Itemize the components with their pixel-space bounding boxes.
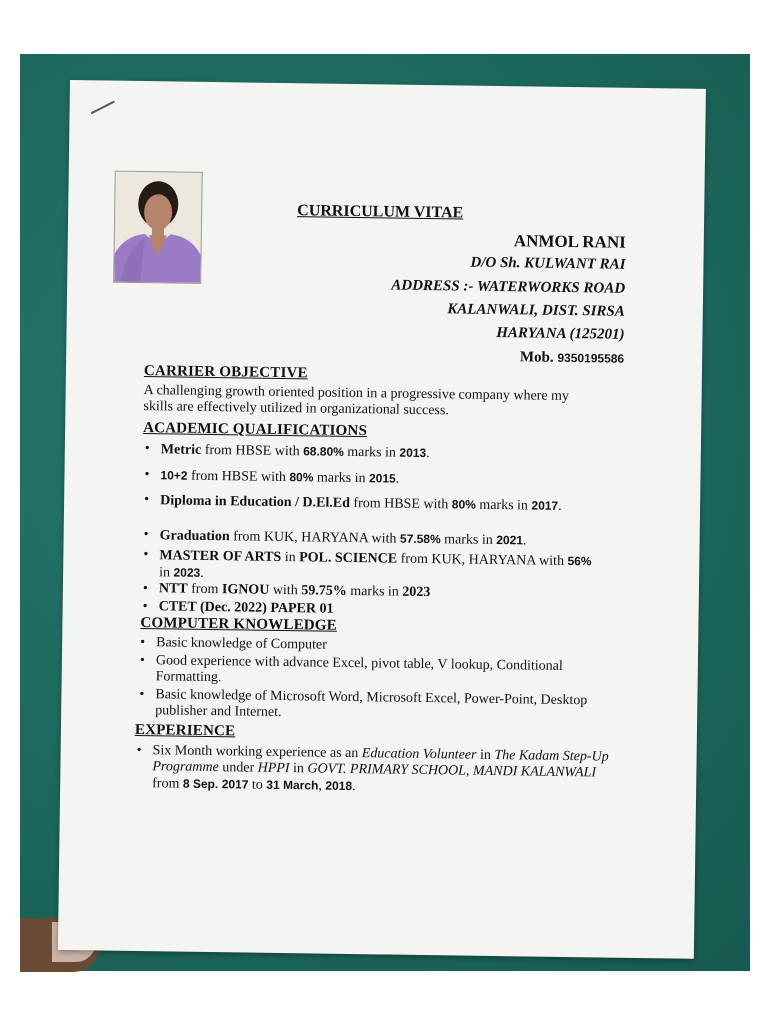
text: . — [522, 533, 527, 549]
to-date: 31 March — [266, 777, 319, 793]
year: 2023 — [402, 584, 431, 601]
course-name: Graduation — [159, 528, 230, 545]
address-line-2: KALANWALI, DIST. SIRSA — [447, 301, 625, 320]
experience-item — [134, 743, 625, 799]
text: , — [318, 778, 326, 794]
experience-list — [134, 743, 625, 799]
course-name: 10+2 — [160, 468, 188, 483]
experience-heading: EXPERIENCE — [134, 721, 236, 740]
text: from KUK, HARYANA with — [229, 529, 401, 547]
year: 2023 — [173, 565, 201, 580]
board-name: IGNOU — [221, 582, 270, 598]
score: 68.80% — [303, 444, 344, 459]
score: 56% — [567, 553, 592, 569]
score: 59.75% — [301, 583, 347, 599]
profile-photo — [113, 171, 203, 284]
score: 80% — [289, 470, 314, 485]
text: marks in — [346, 583, 403, 600]
objective-heading: CARRIER OBJECTIVE — [143, 363, 308, 382]
text: from KUK, HARYANA with — [397, 551, 568, 569]
text: . — [558, 498, 562, 514]
school-name: GOVT. PRIMARY SCHOOL, MANDI KALANWALI — [307, 761, 597, 781]
academic-list — [141, 441, 603, 623]
year: 2013 — [399, 445, 427, 461]
text: with — [269, 582, 302, 599]
resume-paper — [58, 80, 706, 959]
objective-line-1: A challenging growth oriented position in a progressive company where my — [143, 383, 570, 404]
pencil-mark — [91, 101, 115, 114]
role: Education Volunteer — [361, 746, 477, 763]
address-line-3: HARYANA (125201) — [496, 324, 625, 343]
course-name: NTT — [158, 581, 188, 597]
text: marks in — [440, 532, 497, 548]
text: from — [187, 581, 223, 598]
programme-name: The Kadam Step-Up Programme — [152, 747, 609, 776]
text: from HBSE with — [187, 468, 290, 486]
year: 2017 — [531, 498, 559, 513]
text: to — [248, 777, 267, 793]
subject-name: POL. SCIENCE — [299, 550, 398, 567]
computer-item: • Basic knowledge of Microsoft Word, Microsoft Excel, Power-Point, Desktop publisher and Internet. — [137, 687, 605, 726]
course-name: MASTER OF ARTS — [159, 548, 282, 565]
year: 2015 — [368, 471, 396, 486]
text: from HBSE with — [349, 495, 452, 513]
academic-heading: ACADEMIC QUALIFICATIONS — [143, 420, 368, 440]
applicant-name: ANMOL RANI — [513, 231, 626, 252]
course-name: Metric — [160, 442, 202, 458]
objective-text — [143, 383, 663, 422]
computer-list — [137, 635, 620, 726]
text: . — [200, 565, 204, 581]
text: in — [159, 565, 174, 581]
course-name: CTET (Dec. 2022) PAPER 01 — [158, 599, 334, 617]
text: . — [351, 779, 356, 795]
computer-item: • Good experience with advance Excel, pivot table, V lookup, Conditional Formatting. — [138, 653, 620, 692]
score: 57.58% — [399, 531, 441, 547]
mobile-line — [520, 349, 624, 367]
organization: HPPI — [257, 760, 290, 777]
portrait-image — [114, 172, 202, 283]
text: in — [289, 761, 308, 777]
parent-name: D/O Sh. KULWANT RAI — [470, 254, 626, 273]
text: . — [395, 471, 400, 487]
mobile-number: 9350195586 — [557, 350, 625, 366]
text: marks in — [313, 470, 370, 487]
score: 80% — [451, 497, 476, 512]
text: in — [476, 747, 495, 763]
course-name: Diploma in Education / D.El.Ed — [160, 493, 351, 511]
text: marks in — [343, 444, 400, 461]
mobile-label: Mob. — [519, 349, 554, 366]
objective-line-2: skills are effectively utilized in organizational success. — [143, 399, 449, 419]
from-year: 2017 — [221, 777, 249, 792]
text: marks in — [475, 497, 532, 514]
text: under — [218, 760, 258, 776]
text: in — [281, 549, 300, 566]
document-title: CURRICULUM VITAE — [297, 202, 464, 222]
address-line-1: ADDRESS :- WATERWORKS ROAD — [391, 277, 626, 297]
text: from HBSE with — [201, 442, 304, 460]
text: Six Month working experience as an — [152, 743, 362, 762]
year: 2021 — [496, 532, 524, 548]
computer-item: • Basic knowledge of Computer — [138, 635, 620, 658]
to-year: 2018 — [325, 778, 353, 794]
computer-heading: COMPUTER KNOWLEDGE — [140, 615, 338, 634]
from-date: 8 Sep. — [182, 776, 219, 792]
text: from — [152, 776, 184, 792]
text: . — [426, 446, 430, 462]
